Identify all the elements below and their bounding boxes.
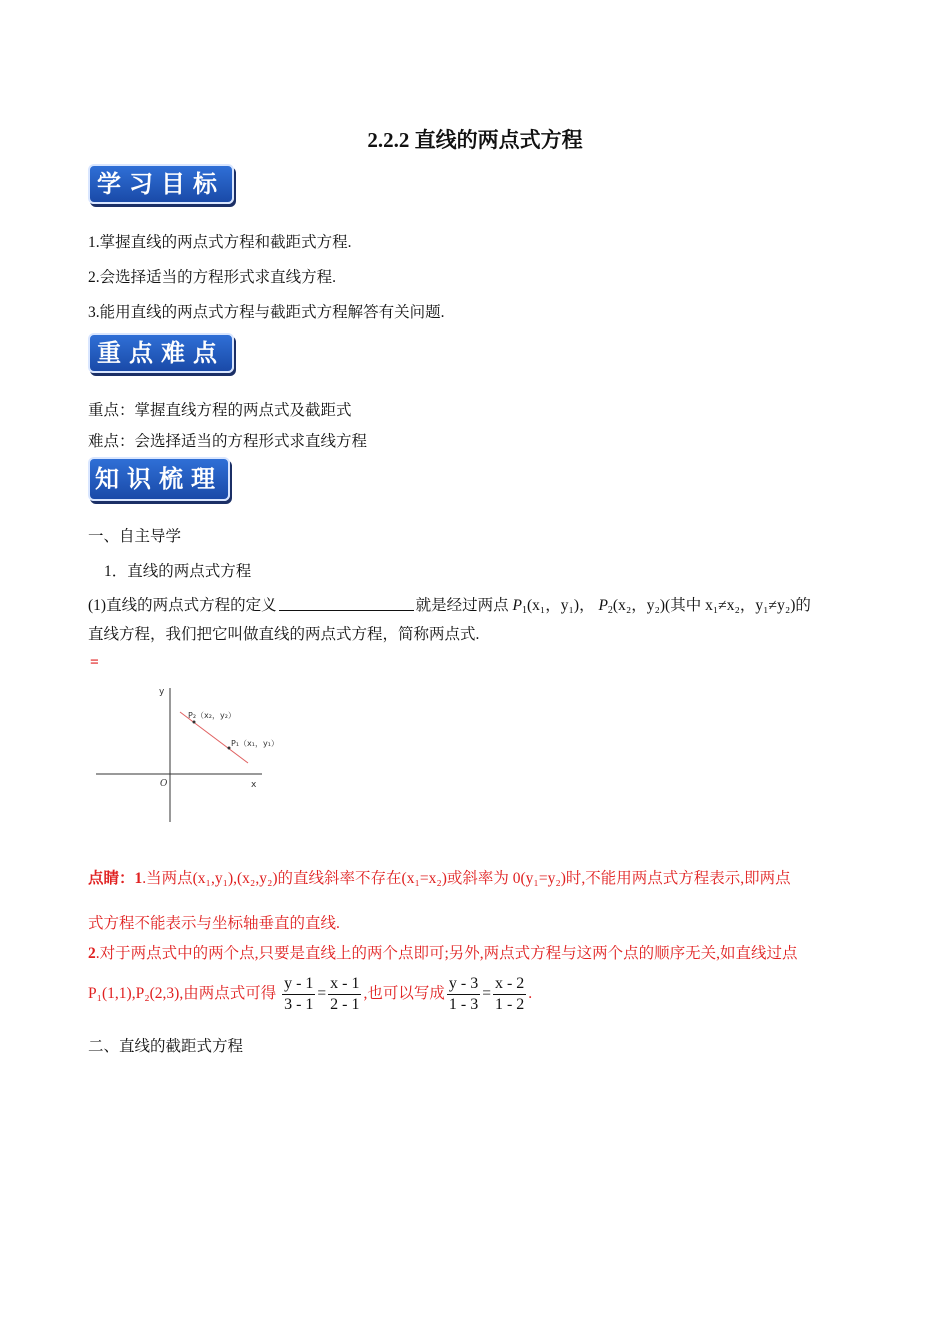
point-p2 <box>193 721 196 724</box>
fill-blank[interactable] <box>279 596 414 611</box>
subsection-two-point-form: 1．直线的两点式方程 <box>104 563 252 580</box>
note-2-line-2: P₁(1,1),P₂(2,3),由两点式可得 $\frac{y - 1}{3 - 1}$ = $\frac{x - 1}{2 - 1}$ ,也可以写成 $\frac{y - 3}{1 - 3}$ = $\frac{x - 2}{1 - 2}$ . <box>88 975 533 1013</box>
definition-line-1: (1)直线的两点式方程的定义 就是经过两点 $P_1(x_1$，y₁)， $P_2(x_2$，y₂)(其中 x₁≠x₂，y₁≠y₂)的 <box>88 597 811 616</box>
page-title: 2.2.2 直线的两点式方程 <box>367 128 583 152</box>
y-axis-label: y <box>159 687 165 697</box>
section-intercept-form: 二、直线的截距式方程 <box>88 1038 244 1055</box>
difficult-point: 难点：会选择适当的方程形式求直线方程 <box>88 433 368 450</box>
note-1-line-2: 式方程不能表示与坐标轴垂直的直线. <box>88 915 340 932</box>
x-axis-label: x <box>251 780 257 790</box>
note-2-line-1: 2.对于两点式中的两个点,只要是直线上的两个点即可;另外,两点式方程与这两个点的顺序无关,如直线过点 <box>88 945 798 962</box>
p2-label: P₂（x₂，y₂） <box>188 711 236 720</box>
fraction-2: $\frac{x - 1}{2 - 1}$ <box>330 975 360 1013</box>
definition-line-2: 直线方程，我们把它叫做直线的两点式方程，简称两点式. <box>88 626 480 643</box>
badge-knowledge: 知识梳理 <box>88 457 230 501</box>
goal-1: 1.掌握直线的两点式方程和截距式方程. <box>88 234 352 251</box>
badge-key-points: 重点难点 <box>88 333 234 373</box>
badge-learning-goals: 学习目标 <box>88 164 234 204</box>
fraction-3: $\frac{y - 3}{1 - 3}$ <box>448 975 479 1013</box>
goal-3: 3.能用直线的两点式方程与截距式方程解答有关问题. <box>88 304 445 321</box>
fraction-4: $\frac{x - 2}{1 - 2}$ <box>494 975 525 1013</box>
p1-label: P₁（x₁，y₁） <box>231 739 279 748</box>
goal-2: 2.会选择适当的方程形式求直线方程. <box>88 269 337 286</box>
origin-label: O <box>160 779 168 789</box>
equals-mark: = <box>90 654 99 671</box>
coordinate-figure <box>90 680 280 830</box>
fraction-1: $\frac{y - 1}{3 - 1}$ <box>284 975 314 1013</box>
key-point: 重点：掌握直线方程的两点式及截距式 <box>88 402 352 419</box>
note-1-line-1: 点睛：1.当两点(x₁,y₁),(x₂,y₂)的直线斜率不存在(x₁=x₂)或斜率为 0(y₁=y₂)时,不能用两点式方程表示,即两点 <box>88 870 791 887</box>
section-self-study: 一、自主导学 <box>88 528 182 545</box>
